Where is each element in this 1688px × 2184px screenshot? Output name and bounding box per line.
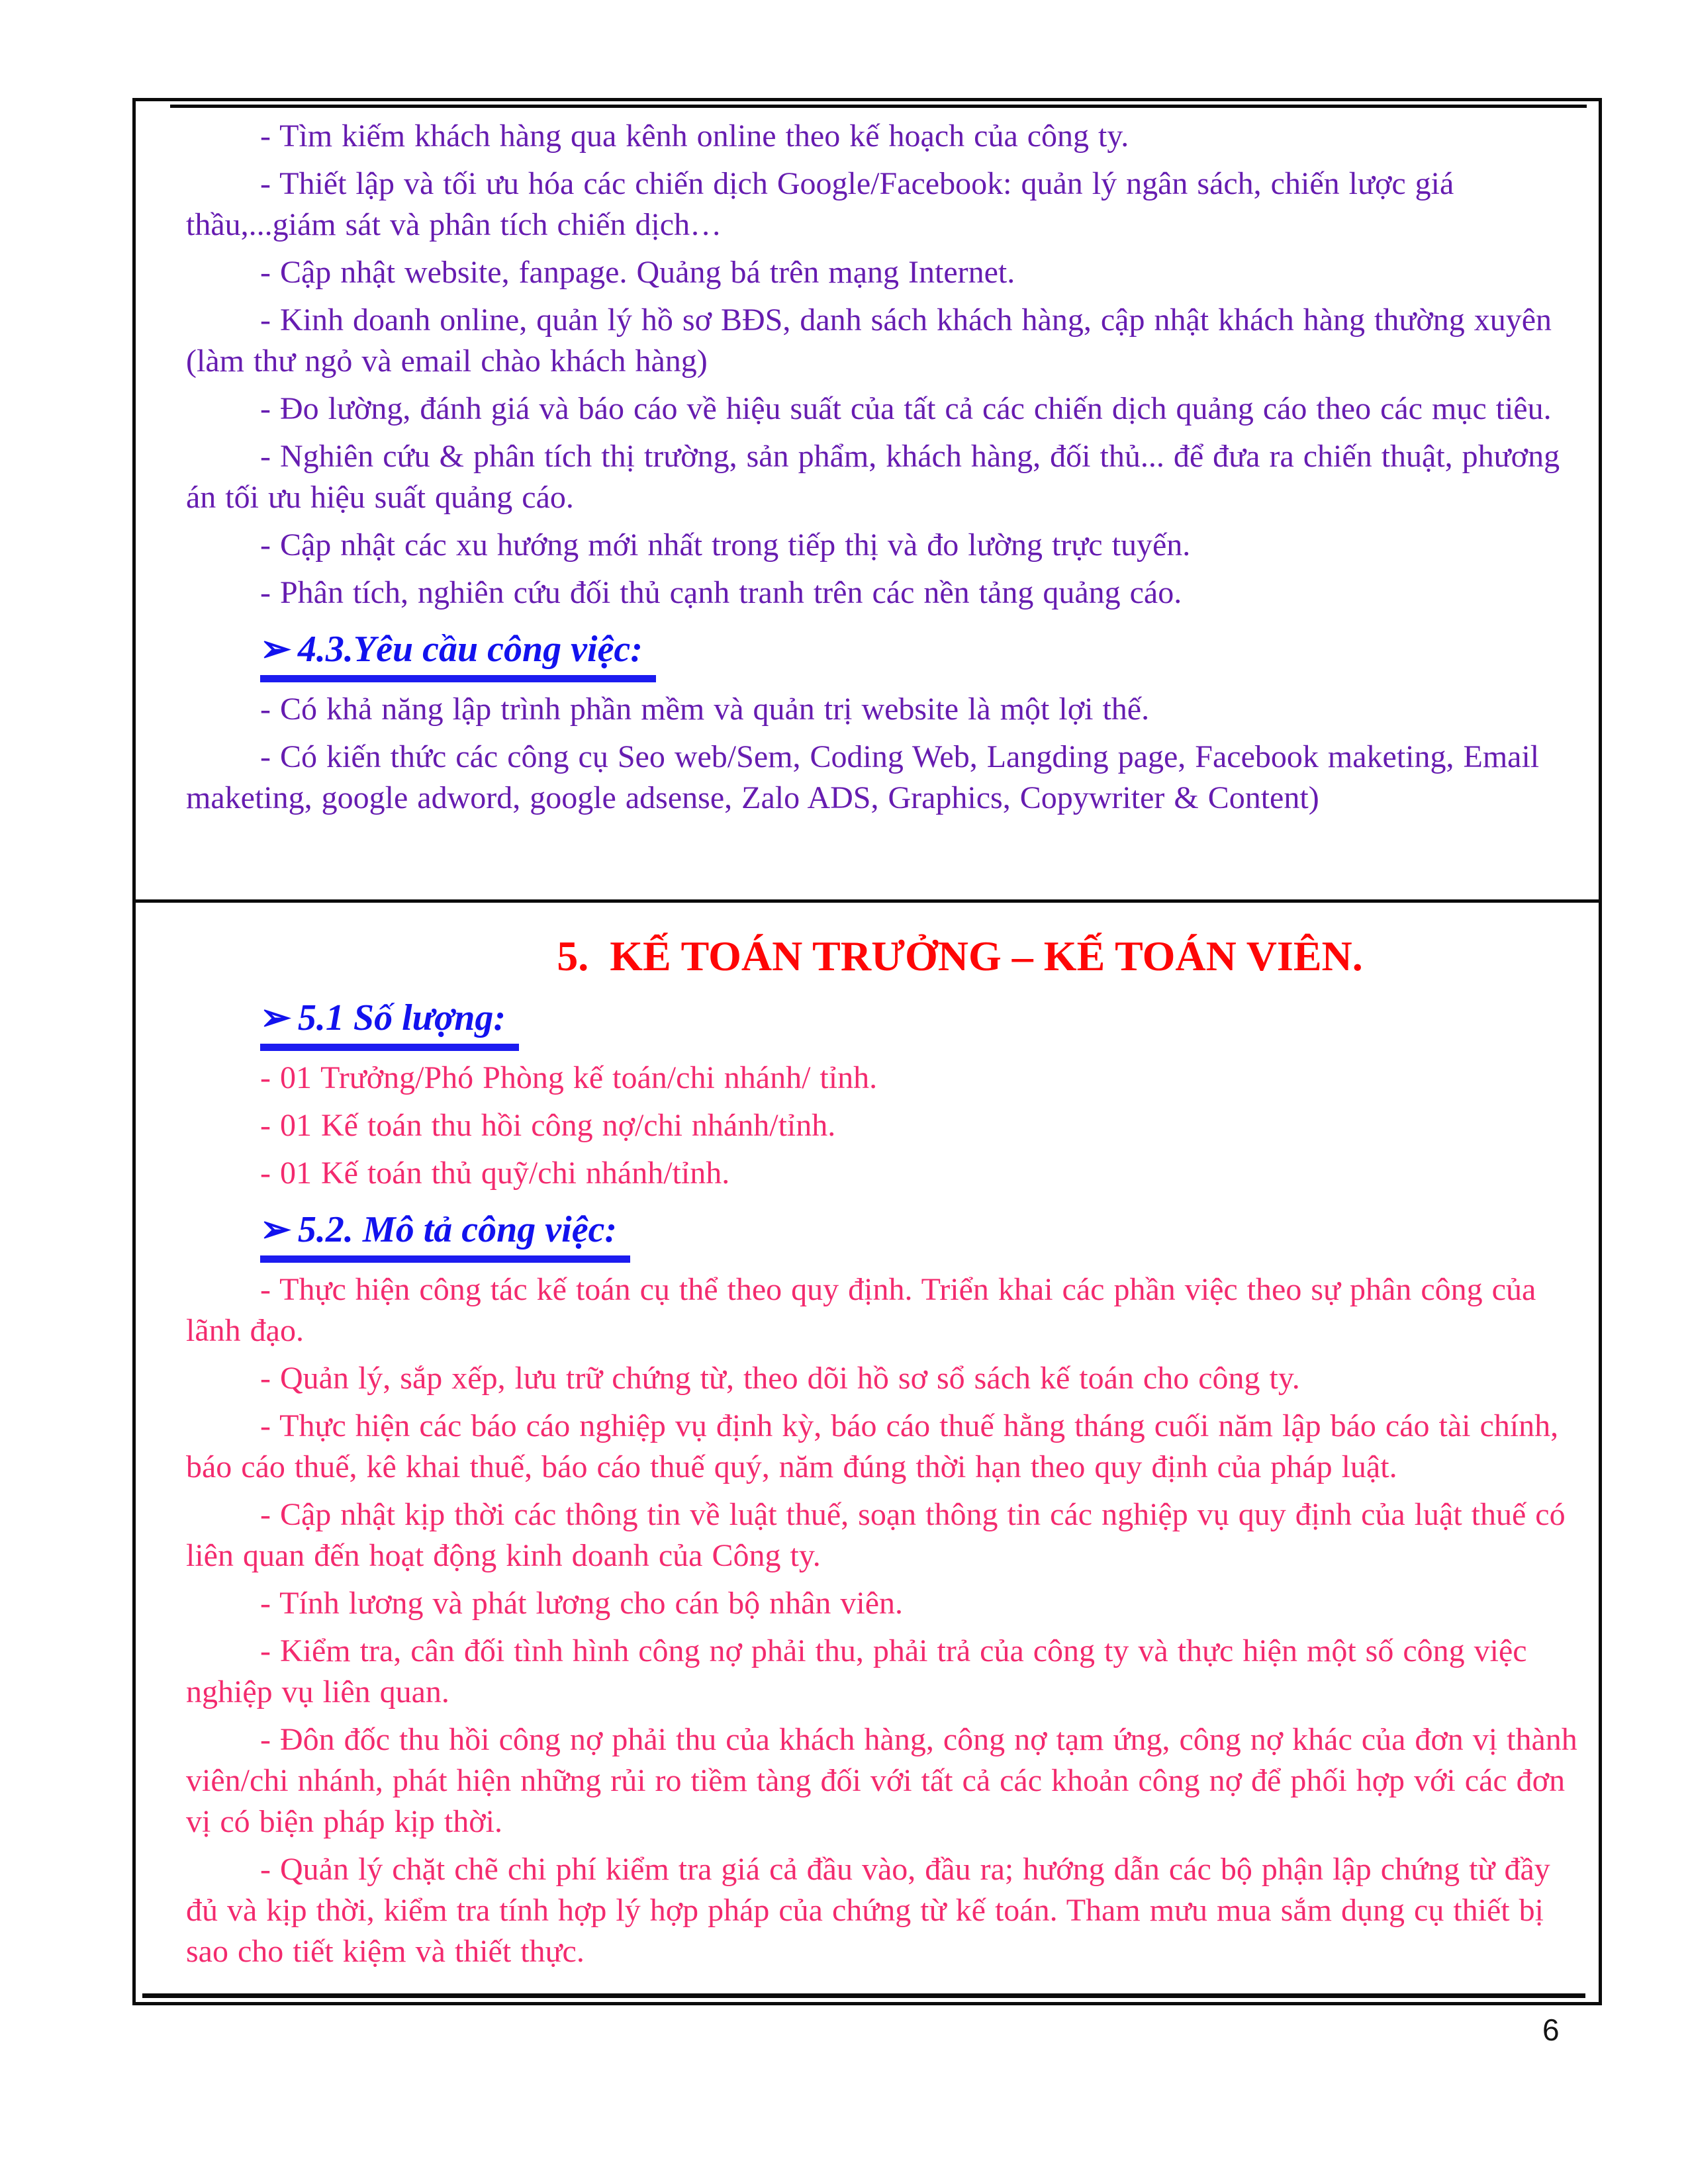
quantity-item: - 01 Trưởng/Phó Phòng kế toán/chi nhánh/ tỉnh. — [260, 1060, 878, 1095]
heading-5-1-label: 5.1 Số lượng: — [297, 997, 506, 1038]
duty-item: - Thiết lập và tối ưu hóa các chiến dịch Google/Facebook: quản lý ngân sách, chiến lược giá thầu,...giám sát và phân tích chiến dịch… — [186, 166, 1454, 242]
arrow-bullet-icon: ➢ — [260, 629, 291, 670]
page-number: 6 — [1542, 2013, 1560, 2047]
requirement-item: - Có kiến thức các công cụ Seo web/Sem, Coding Web, Langding page, Facebook maketing, Email maketing, google adword, google adsense, Zalo ADS, Graphics, Copywriter & Content) — [186, 739, 1540, 815]
arrow-bullet-icon: ➢ — [260, 997, 291, 1038]
duty-item: - Tìm kiếm khách hàng qua kênh online theo kế hoạch của công ty. — [260, 118, 1129, 154]
duty-item: - Phân tích, nghiên cứu đối thủ cạnh tranh trên các nền tảng quảng cáo. — [260, 575, 1182, 610]
heading-5-2-label: 5.2. Mô tả công việc: — [297, 1209, 618, 1250]
task-item: - Tính lương và phát lương cho cán bộ nhân viên. — [260, 1586, 904, 1621]
task-item: - Quản lý, sắp xếp, lưu trữ chứng từ, theo dõi hồ sơ sổ sách kế toán cho công ty. — [260, 1361, 1300, 1396]
task-item: - Thực hiện công tác kế toán cụ thể theo quy định. Triển khai các phần việc theo sự phân công của lãnh đạo. — [186, 1272, 1536, 1348]
heading-4-3-requirements — [260, 627, 1581, 682]
quantity-item: - 01 Kế toán thu hồi công nợ/chi nhánh/tỉnh. — [260, 1108, 836, 1143]
heading-5-2-description — [260, 1207, 1581, 1263]
quantity-item: - 01 Kế toán thủ quỹ/chi nhánh/tỉnh. — [260, 1156, 730, 1191]
duty-item: - Kinh doanh online, quản lý hồ sơ BĐS, danh sách khách hàng, cập nhật khách hàng thường xuyên (làm thư ngỏ và email chào khách hàng) — [186, 302, 1552, 379]
requirement-item: - Có khả năng lập trình phần mềm và quản trị website là một lợi thế. — [260, 692, 1150, 727]
duty-item: - Nghiên cứu & phân tích thị trường, sản phẩm, khách hàng, đối thủ... để đưa ra chiến thuật, phương án tối ưu hiệu suất quảng cáo. — [186, 439, 1560, 515]
task-item: - Thực hiện các báo cáo nghiệp vụ định kỳ, báo cáo thuế hằng tháng cuối năm lập báo cáo tài chính, báo cáo thuế, kê khai thuế, báo cáo thuế quý, năm đúng thời hạn theo quy định của pháp luật. — [186, 1408, 1559, 1484]
arrow-bullet-icon: ➢ — [260, 1209, 291, 1250]
box-top-inner-rule — [170, 105, 1587, 108]
heading-4-3-label: 4.3.Yêu cầu công việc: — [297, 629, 643, 670]
duty-item: - Cập nhật website, fanpage. Quảng bá trên mạng Internet. — [260, 255, 1015, 290]
duty-item: - Cập nhật các xu hướng mới nhất trong tiếp thị và đo lường trực tuyến. — [260, 527, 1191, 563]
task-item: - Đôn đốc thu hồi công nợ phải thu của khách hàng, công nợ tạm ứng, công nợ khác của đơn vị thành viên/chi nhánh, phát hiện những rủi ro tiềm tàng đối với tất cả các khoản công nợ để phối hợp với các đơn vị có biện pháp kịp thời. — [186, 1722, 1577, 1839]
section-5-title: 5. KẾ TOÁN TRƯỞNG – KẾ TOÁN VIÊN. — [557, 933, 1363, 979]
duty-item: - Đo lường, đánh giá và báo cáo về hiệu suất của tất cả các chiến dịch quảng cáo theo các mục tiêu. — [260, 391, 1552, 426]
section-5-accounting — [136, 903, 1599, 1984]
task-item: - Kiểm tra, cân đối tình hình công nợ phải thu, phải trả của công ty và thực hiện một số công việc nghiệp vụ liên quan. — [186, 1633, 1527, 1709]
heading-5-1-quantity — [260, 995, 1581, 1051]
section-4-marketing-duties — [136, 101, 1599, 899]
task-item: - Quản lý chặt chẽ chi phí kiểm tra giá cả đầu vào, đầu ra; hướng dẫn các bộ phận lập chứng từ đầy đủ và kịp thời, kiểm tra tính hợp lý hợp pháp của chứng từ kế toán. Tham mưu mua sắm dụng cụ thiết bị sao cho tiết kiệm và thiết thực. — [186, 1852, 1550, 1969]
task-item: - Cập nhật kịp thời các thông tin về luật thuế, soạn thông tin các nghiệp vụ quy định của luật thuế có liên quan đến hoạt động kinh doanh của Công ty. — [186, 1497, 1566, 1573]
content-box — [132, 98, 1602, 2005]
box-bottom-inner-rule — [142, 1993, 1585, 1998]
